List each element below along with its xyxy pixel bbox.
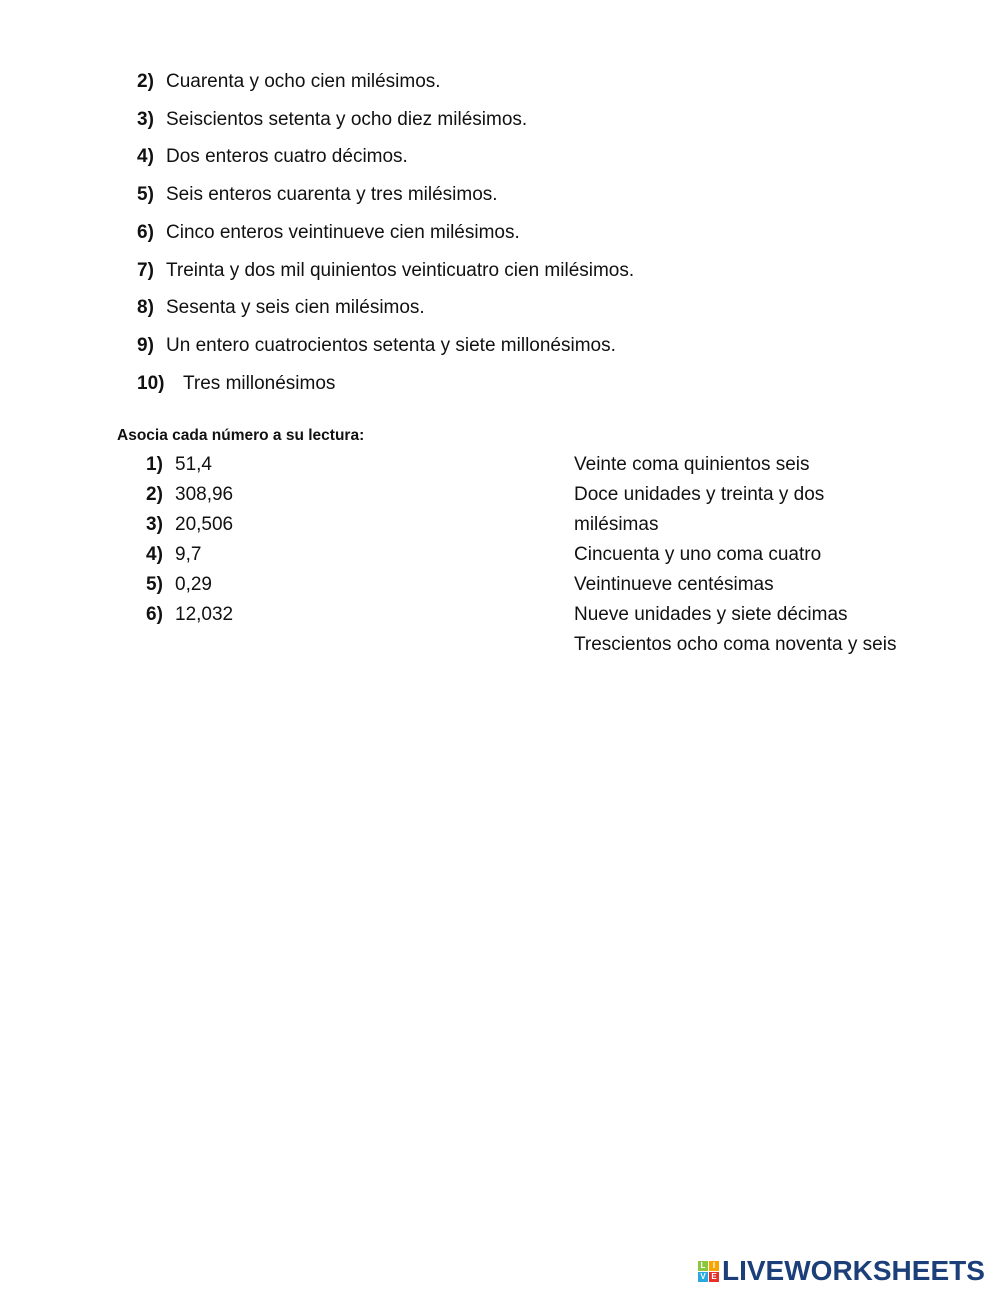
item-number: 3) [137, 108, 154, 130]
question-item [137, 296, 425, 320]
number-value: 0,29 [175, 574, 212, 595]
item-number: 5) [137, 184, 154, 206]
number-item [146, 573, 212, 597]
item-text: Seiscientos setenta y ocho diez milésimos. [166, 108, 528, 130]
question-item [137, 372, 335, 396]
item-number: 4) [137, 146, 154, 168]
item-number: 9) [137, 334, 154, 356]
number-value: 9,7 [175, 544, 202, 565]
question-item [137, 334, 616, 358]
item-text: Treinta y dos mil quinientos veinticuatro cien milésimos. [166, 259, 635, 281]
item-text: Seis enteros cuarenta y tres milésimos. [166, 184, 498, 206]
item-number: 5) [146, 574, 163, 595]
item-number: 8) [137, 297, 154, 319]
logo-text: LIVEWORKSHEETS [722, 1255, 985, 1286]
item-number: 3) [146, 514, 163, 535]
number-item [146, 453, 212, 477]
number-value: 12,032 [175, 604, 234, 625]
number-item [146, 513, 233, 537]
reading-item: Trescientos ocho coma noventa y seis [574, 634, 897, 655]
number-item [146, 603, 233, 627]
reading-item: milésimas [574, 514, 659, 535]
item-text: Tres millonésimos [183, 372, 336, 394]
item-number: 7) [137, 259, 154, 281]
number-value: 308,96 [175, 484, 234, 505]
item-text: Un entero cuatrocientos setenta y siete millonésimos. [166, 334, 616, 356]
number-value: 51,4 [175, 454, 212, 475]
item-text: Cuarenta y ocho cien milésimos. [166, 71, 441, 92]
item-text: Dos enteros cuatro décimos. [166, 146, 408, 168]
question-item [137, 108, 527, 132]
reading-item: Veintinueve centésimas [574, 574, 774, 595]
question-item [137, 183, 498, 207]
question-item [137, 259, 634, 283]
logo-mark-icon: L I V E [698, 1261, 719, 1282]
question-item [137, 221, 520, 245]
item-number: 10) [137, 372, 165, 394]
number-value: 20,506 [175, 514, 234, 535]
number-item [146, 483, 233, 507]
reading-item: Nueve unidades y siete décimas [574, 604, 848, 625]
item-number: 6) [137, 221, 154, 243]
item-number: 2) [137, 71, 154, 92]
reading-item: Veinte coma quinientos seis [574, 454, 810, 475]
item-number: 6) [146, 604, 163, 625]
item-number: 4) [146, 544, 163, 565]
item-text: Sesenta y seis cien milésimos. [166, 297, 425, 319]
question-item [137, 70, 441, 94]
question-item [137, 145, 408, 169]
number-item [146, 543, 201, 567]
item-text: Cinco enteros veintinueve cien milésimos. [166, 221, 520, 243]
liveworksheets-logo [698, 1255, 985, 1287]
matching-heading: Asocia cada número a su lectura: [117, 427, 365, 444]
reading-item: Doce unidades y treinta y dos [574, 484, 825, 505]
item-number: 2) [146, 484, 163, 505]
reading-item: Cincuenta y uno coma cuatro [574, 544, 822, 565]
item-number: 1) [146, 454, 163, 475]
